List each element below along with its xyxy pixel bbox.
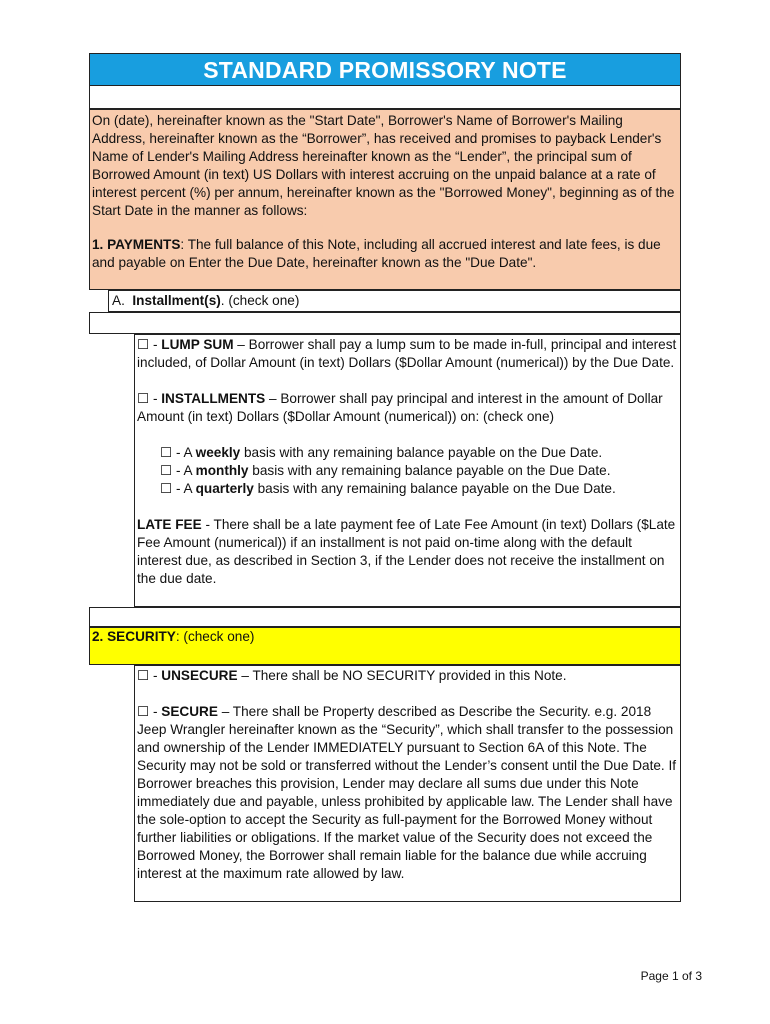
lump-sum-option: ☐ - LUMP SUM – Borrower shall pay a lump sum to be made in-full, principal and interest included, of Dollar Amount (in text) Dollars ($Dollar Amount (numerical)) by the Due Date. [137, 337, 677, 370]
spacer-row [89, 607, 681, 627]
installment-letter: A. [112, 293, 125, 308]
page-number: Page 1 of 3 [640, 969, 702, 983]
late-fee-paragraph [137, 516, 678, 588]
installment-suffix: . (check one) [220, 293, 300, 308]
installments-text: – Borrower shall pay principal and interest in the amount of Dollar Amount (in text) Dollars ($Dollar Amount (numerical)) on: (check one) [137, 391, 663, 424]
frequency-option-weekly: ☐ - A weekly basis with any remaining balance payable on the Due Date. [160, 445, 603, 460]
checkbox[interactable]: ☐ [137, 391, 150, 406]
page-title: STANDARD PROMISSORY NOTE [89, 53, 681, 85]
installment-heading [108, 290, 681, 312]
checkbox[interactable]: ☐ [137, 704, 150, 719]
installments-label: INSTALLMENTS [161, 391, 266, 406]
checkbox[interactable]: ☐ [137, 668, 150, 683]
lump-sum-label: LUMP SUM [161, 337, 234, 352]
late-fee-text: - There shall be a late payment fee of Late Fee Amount (in text) Dollars ($Late Fee Amount (numerical)) if an installment is not paid on-time along with the default interest due, as described in Section 3, if the Lender does not receive the installment on the due date. [137, 517, 676, 586]
secure-label: SECURE [161, 704, 218, 719]
secure-text: – There shall be Property described as Describe the Security. e.g. 2018 Jeep Wrangler hereinafter known as the “Security”, which shall transfer to the possession and ownership of the Lender IMMEDIATELY pursuant to Section 6A of this Note. The Security may not be sold or transferred without the Lender’s consent until the Due Date. If Borrower breaches this provision, Lender may declare all sums due under this Note immediately due and payable, unless prohibited by applicable law. The Lender shall have the sole-option to accept the Security as full-payment for the Borrowed Money without further liabilities or obligations. If the market value of the Security does not exceed the Borrowed Money, the Borrower shall remain liable for the balance due while accruing interest at the maximum rate allowed by law. [137, 704, 677, 881]
lump-sum-text: – Borrower shall pay a lump sum to be made in-full, principal and interest included, of Dollar Amount (in text) Dollars ($Dollar Amount (numerical)) by the Due Date. [137, 337, 677, 370]
checkbox[interactable]: ☐ [160, 445, 173, 460]
spacer-row [89, 312, 681, 334]
security-suffix: : (check one) [175, 629, 255, 644]
payments-heading: 1. PAYMENTS [92, 237, 181, 252]
unsecure-text: – There shall be NO SECURITY provided in this Note. [237, 668, 567, 683]
checkbox[interactable]: ☐ [160, 463, 173, 478]
unsecure-option: ☐ - UNSECURE – There shall be NO SECURITY provided in this Note. [137, 668, 567, 683]
installments-option: ☐ - INSTALLMENTS – Borrower shall pay principal and interest in the amount of Dollar Amount (in text) Dollars ($Dollar Amount (numerical)) on: (check one) [137, 391, 663, 424]
installment-options [134, 334, 681, 607]
checkbox[interactable]: ☐ [160, 481, 173, 496]
late-fee-label: LATE FEE [137, 517, 202, 532]
intro-paragraph: On (date), hereinafter known as the "Start Date", Borrower's Name of Borrower's Mailing Address, hereinafter known as the “Borrower”, has received and promises to payback Lender's Name of Lender's Mailing Address hereinafter known as the “Lender”, the principal sum of Borrowed Amount (in text) US Dollars with interest accruing on the unpaid balance at a rate of interest percent (%) per annum, hereinafter known as the "Borrowed Money", beginning as of the Start Date in the manner as follows: [92, 113, 675, 218]
security-options [134, 665, 681, 902]
security-heading [89, 627, 681, 665]
security-label: 2. SECURITY [92, 629, 176, 644]
frequency-option-quarterly: ☐ - A quarterly basis with any remaining balance payable on the Due Date. [160, 481, 616, 496]
installment-label: Installment(s) [132, 293, 221, 308]
frequency-options [137, 444, 678, 498]
secure-option: ☐ - SECURE – There shall be Property described as Describe the Security. e.g. 2018 Jeep Wrangler hereinafter known as the “Security”, which shall transfer to the possession and ownership of the Lender IMMEDIATELY pursuant to Section 6A of this Note. The Security may not be sold or transferred without the Lender’s consent until the Due Date. If Borrower breaches this provision, Lender may declare all sums due under this Note immediately due and payable, unless prohibited by applicable law. The Lender shall have the sole-option to accept the Security as full-payment for the Borrowed Money without further liabilities or obligations. If the market value of the Security does not exceed the Borrowed Money, the Borrower shall remain liable for the balance due while accruing interest at the maximum rate allowed by law. [137, 704, 677, 881]
payments-text: : The full balance of this Note, including all accrued interest and late fees, is due and payable on Enter the Due Date, hereinafter known as the "Due Date". [92, 237, 661, 270]
payments-paragraph [92, 236, 678, 272]
spacer-row [89, 85, 681, 109]
frequency-option-monthly: ☐ - A monthly basis with any remaining balance payable on the Due Date. [160, 463, 611, 478]
intro-section [89, 109, 681, 290]
checkbox[interactable]: ☐ [137, 337, 150, 352]
unsecure-label: UNSECURE [161, 668, 238, 683]
